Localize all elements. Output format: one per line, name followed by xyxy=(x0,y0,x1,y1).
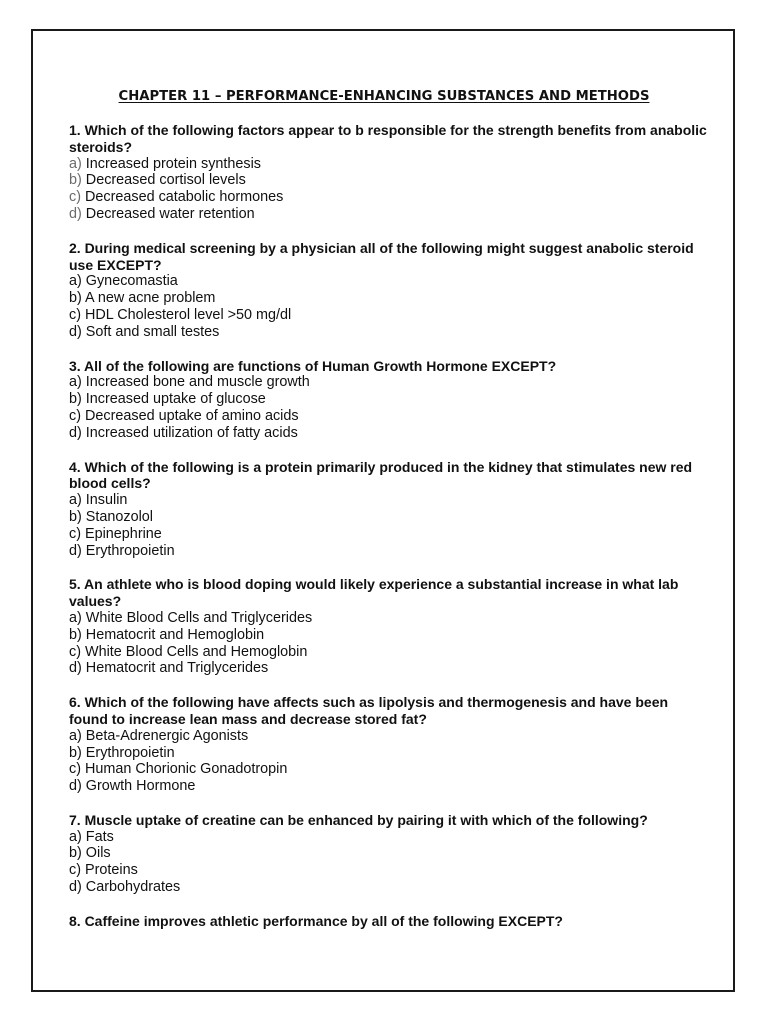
option-letter: a) xyxy=(69,828,82,845)
option-letter: b) xyxy=(69,744,82,761)
option-text: Oils xyxy=(85,845,111,862)
answer-option xyxy=(69,509,709,526)
option-text: White Blood Cells and Triglycerides xyxy=(85,609,313,626)
option-letter: a) xyxy=(69,273,82,290)
option-text: Carbohydrates xyxy=(85,879,181,896)
option-letter: a) xyxy=(69,492,82,509)
option-text: Beta-Adrenergic Agonists xyxy=(85,727,249,744)
answer-option xyxy=(69,391,709,408)
answer-option xyxy=(69,425,709,442)
answer-option xyxy=(69,761,709,778)
answer-option xyxy=(69,408,709,425)
option-letter: c) xyxy=(69,525,81,542)
option-letter: a) xyxy=(69,155,82,172)
option-letter: d) xyxy=(69,879,82,896)
option-letter: d) xyxy=(69,424,82,441)
answer-option xyxy=(69,156,709,173)
option-letter: b) xyxy=(69,391,82,408)
question-5 xyxy=(69,576,709,677)
question-3 xyxy=(69,358,709,442)
answer-option xyxy=(69,172,709,189)
option-letter: c) xyxy=(69,306,81,323)
answer-options xyxy=(69,610,709,677)
option-text: Increased bone and muscle growth xyxy=(85,374,310,391)
question-stem: 8. Caffeine improves athletic performance by all of the following EXCEPT? xyxy=(69,912,563,929)
answer-option xyxy=(69,829,709,846)
question-stem: 6. Which of the following have affects such as lipolysis and thermogenesis and have been found to increase lean mass and decrease stored fat? xyxy=(69,694,669,727)
answer-option xyxy=(69,627,709,644)
question-stem: 5. An athlete who is blood doping would likely experience a substantial increase in what lab values? xyxy=(69,576,679,610)
option-letter: b) xyxy=(69,290,82,307)
option-letter: d) xyxy=(69,542,82,559)
option-text: Decreased water retention xyxy=(85,205,255,222)
answer-options xyxy=(69,829,709,896)
option-letter: c) xyxy=(69,407,81,424)
option-letter: b) xyxy=(69,626,82,643)
option-text: White Blood Cells and Hemoglobin xyxy=(85,643,308,660)
answer-option xyxy=(69,845,709,862)
answer-option xyxy=(69,644,709,661)
option-text: Human Chorionic Gonadotropin xyxy=(85,761,288,778)
answer-option xyxy=(69,324,709,341)
answer-option xyxy=(69,778,709,795)
question-4 xyxy=(69,459,709,560)
option-text: Decreased cortisol levels xyxy=(85,172,246,189)
answer-option xyxy=(69,492,709,509)
option-text: Soft and small testes xyxy=(85,323,220,340)
answer-option xyxy=(69,206,709,223)
option-text: Stanozolol xyxy=(85,508,154,525)
option-letter: b) xyxy=(69,845,82,862)
question-stem: 2. During medical screening by a physician all of the following might suggest anabolic steroid use EXCEPT? xyxy=(69,239,694,273)
option-text: Decreased catabolic hormones xyxy=(85,189,284,206)
option-text: Increased utilization of fatty acids xyxy=(85,424,298,441)
option-letter: c) xyxy=(69,862,81,879)
option-letter: d) xyxy=(69,323,82,340)
option-text: Proteins xyxy=(85,862,138,879)
question-stem: 4. Which of the following is a protein primarily produced in the kidney that stimulates new red blood cells? xyxy=(69,458,693,492)
question-stem: 7. Muscle uptake of creatine can be enhanced by pairing it with which of the following? xyxy=(69,811,648,828)
answer-options xyxy=(69,156,709,223)
question-stem: 1. Which of the following factors appear to b responsible for the strength benefits from anabolic steroids? xyxy=(69,122,707,155)
answer-options xyxy=(69,374,709,441)
option-letter: d) xyxy=(69,778,82,795)
option-letter: b) xyxy=(69,172,82,189)
question-list xyxy=(69,122,709,947)
option-text: Epinephrine xyxy=(85,525,162,542)
option-letter: a) xyxy=(69,609,82,626)
answer-option xyxy=(69,374,709,391)
answer-option xyxy=(69,862,709,879)
option-text: Insulin xyxy=(85,492,128,509)
answer-option xyxy=(69,526,709,543)
question-6 xyxy=(69,694,709,795)
answer-options xyxy=(69,728,709,795)
answer-option xyxy=(69,660,709,677)
option-letter: a) xyxy=(69,727,82,744)
question-stem: 3. All of the following are functions of Human Growth Hormone EXCEPT? xyxy=(69,357,557,374)
answer-option xyxy=(69,189,709,206)
option-text: Gynecomastia xyxy=(85,273,178,290)
option-text: Increased protein synthesis xyxy=(85,155,261,172)
option-letter: c) xyxy=(69,761,81,778)
option-text: Erythropoietin xyxy=(85,542,175,559)
answer-option xyxy=(69,879,709,896)
option-text: HDL Cholesterol level >50 mg/dl xyxy=(85,306,292,323)
question-7 xyxy=(69,812,709,896)
answer-option xyxy=(69,290,709,307)
question-8 xyxy=(69,913,709,930)
option-letter: a) xyxy=(69,374,82,391)
option-text: Decreased uptake of amino acids xyxy=(85,407,299,424)
answer-option xyxy=(69,543,709,560)
option-letter: c) xyxy=(69,643,81,660)
question-1 xyxy=(69,122,709,223)
answer-option xyxy=(69,273,709,290)
answer-option xyxy=(69,745,709,762)
option-letter: d) xyxy=(69,205,82,222)
option-text: Increased uptake of glucose xyxy=(85,391,266,408)
question-2 xyxy=(69,240,709,341)
option-letter: c) xyxy=(69,189,81,206)
answer-options xyxy=(69,273,709,340)
option-text: Growth Hormone xyxy=(85,778,196,795)
answer-option xyxy=(69,610,709,627)
option-letter: d) xyxy=(69,660,82,677)
option-text: Fats xyxy=(85,828,114,845)
option-text: Hematocrit and Hemoglobin xyxy=(85,626,265,643)
answer-option xyxy=(69,728,709,745)
option-text: A new acne problem xyxy=(85,290,216,307)
answer-options xyxy=(69,492,709,559)
chapter-title: CHAPTER 11 – PERFORMANCE-ENHANCING SUBSTANCES AND METHODS xyxy=(118,89,650,104)
option-letter: b) xyxy=(69,508,82,525)
answer-option xyxy=(69,307,709,324)
option-text: Erythropoietin xyxy=(85,744,175,761)
option-text: Hematocrit and Triglycerides xyxy=(85,660,269,677)
